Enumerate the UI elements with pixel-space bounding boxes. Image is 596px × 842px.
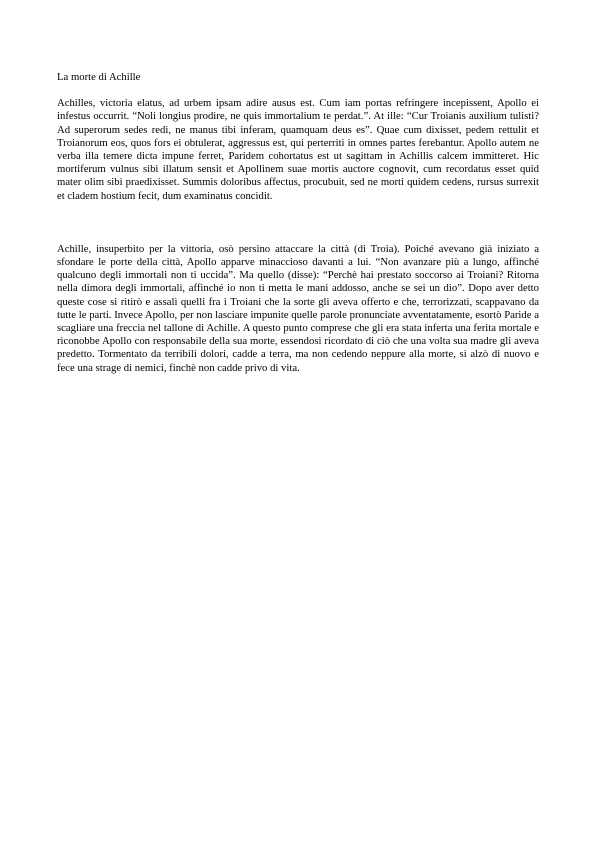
document-body [57,71,539,375]
document-title: La morte di Achille [57,71,141,83]
latin-paragraph: Achilles, victoria elatus, ad urbem ipsam adire ausus est. Cum iam portas refringere incepissent, Apollo ei infestus occurrit. “Noli longius prodire, ne quis immortalium te perdat.”. At ille: “Cur Troianis auxilium tulisti? Ad superorum sedes redi, ne manus tibi inferam, quamquam deus es”. Quae cum dixisset, pedem rettulit et Troianorum eos, quos fors ei obtulerat, aggressus est, qui perterriti in omnes partes ferebantur. Apollo autem ne verba illa temere dicta impune ferret, Paridem cohortatus est ut sagittam in Achillis calcem immitteret. Hic mortiferum vulnus sibi illatum sensit et Apollinem suae mortis auctore cognovit, cum recordatus esset quid mater olim sibi praedixisset. Summis doloribus affectus, procubuit, sed ne morti quidem cedens, rursus surrexit et cladem hostium fecit, dum examinatus concidit. [57,97,539,202]
italian-translation-paragraph: Achille, insuperbito per la vittoria, osò persino attaccare la città (di Troia). Poiché avevano già iniziato a sfondare le porte della città, Apollo apparve minaccioso davanti a lui. “Non avanzare più a lungo, affinché qualcuno degli immortali non ti uccida”. Ma quello (disse): “Perchè hai prestato soccorso ai Troiani? Ritorna nella dimora degli immortali, affinché io non ti metta le mani addosso, anche se sei un dio”. Dopo aver detto queste cose si ritirò e assalì quelli fra i Troiani che la sorte gli aveva offerto e che, terrorizzati, scappavano da tutte le parti. Invece Apollo, per non lasciare impunite quelle parole pronunciate avventatamente, esortò Paride a scagliare una freccia nel tallone di Achille. A questo punto comprese che gli era stata inferta una ferita mortale e riconobbe Apollo con responsabile della sua morte, essendosi ricordato di ciò che una volta sua madre gli aveva predetto. Tormentato da terribili dolori, cadde a terra, ma non cedendo neppure alla morte, si alzò di nuovo e fece una strage di nemici, finchè non cadde privo di vita. [57,242,539,374]
